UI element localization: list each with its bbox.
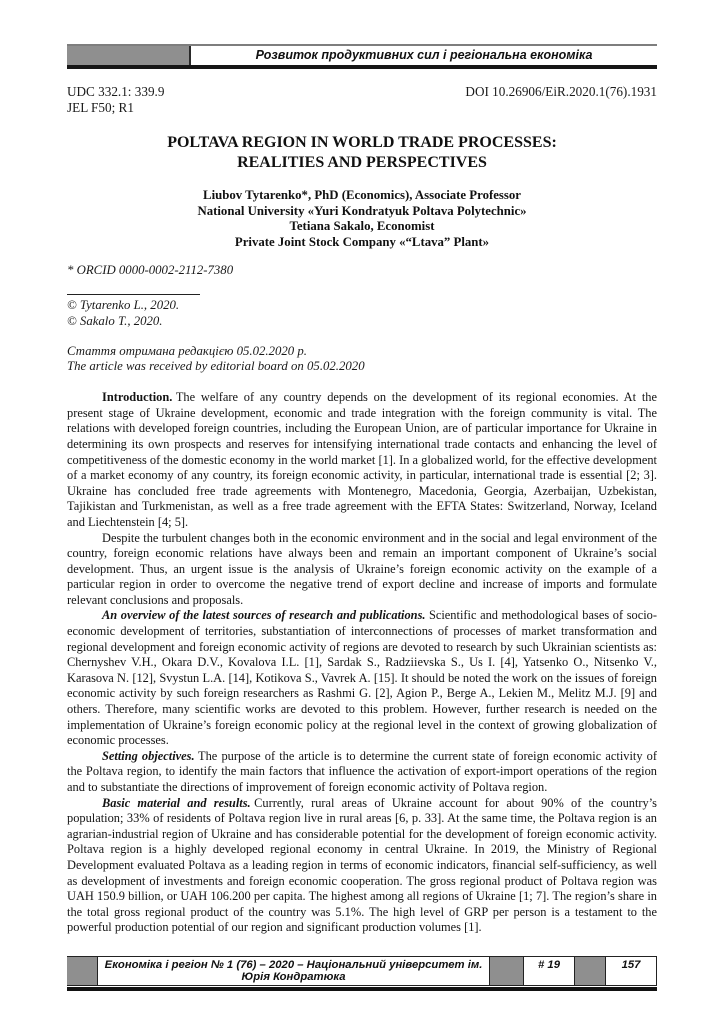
- paragraph-text: The welfare of any country depends on the development of its regional economies. At the present stage of Ukraine development, economic and trade integration with the foreign community is vital. The relations with developed foreign countries, including the European Union, are of particular importance for Ukraine in determining its own prospects and reserves for intensifying international trade contacts and enhancing the level of competitiveness of the domestic economy in the world market [1]. In a globalized world, for the effective development of a market economy of any country, its foreign economic activity, in particular, international trade is essential [2; 3]. Ukraine has concluded free trade agreements with Montenegro, Macedonia, Georgia, Azerbaijan, Uzbekistan, Tajikistan and Turkmenistan, as well as a free trade agreement with the EFTA States: Switzerland, Norway, Iceland and Liechtenstein [4; 5].: [67, 390, 657, 529]
- received-date-en: The article was received by editorial board on 05.02.2020: [67, 359, 365, 374]
- header-rubric-bar: [67, 44, 657, 69]
- paragraph-lead: Basic material and results.: [102, 795, 251, 810]
- article-title-line2: REALITIES AND PERSPECTIVES: [237, 154, 487, 171]
- footer-accent-block-mid2: [575, 957, 605, 985]
- header-accent-block: [67, 46, 189, 65]
- paragraph-lead: Introduction.: [102, 390, 173, 405]
- footer-rule: [67, 987, 657, 991]
- footnote-divider: [67, 294, 200, 295]
- paragraph-introduction: [67, 390, 657, 530]
- received-block: [67, 344, 657, 376]
- meta-row: [67, 84, 657, 116]
- paragraph-overview: [67, 608, 657, 748]
- paragraph-lead: Setting objectives.: [102, 748, 195, 763]
- author-2-affiliation: Private Joint Stock Company «“Ltava” Plant»: [234, 234, 490, 249]
- article-number: # 19: [523, 957, 575, 985]
- byline: [67, 188, 657, 250]
- article-title-line1: POLTAVA REGION IN WORLD TRADE PROCESSES:: [167, 134, 557, 151]
- copyright-line-1: © Tytarenko L., 2020.: [67, 298, 180, 313]
- paragraph-basic-material: [67, 796, 657, 936]
- footer-accent-block-mid1: [490, 957, 523, 985]
- journal-imprint: Економіка і регіон № 1 (76) – 2020 – Національний університет ім. Юрія Кондратюка: [97, 957, 490, 985]
- footer-accent-block-left: [67, 957, 97, 985]
- article-body: [67, 390, 657, 936]
- orcid-note: * ORCID 0000-0002-2112-7380: [67, 263, 234, 278]
- doi-code: DOI 10.26906/EiR.2020.1(76).1931: [465, 84, 657, 99]
- paragraph-text: The purpose of the article is to determine the current state of foreign economic activity of the Poltava region, to identify the main factors that influence the activation of export-import operations of the region and to substantiate the directions of improvement of foreign economic activity of Poltava region.: [67, 748, 657, 794]
- copyright-line-2: © Sakalo T., 2020.: [67, 313, 163, 328]
- footer-bar: [67, 956, 657, 986]
- page-footer: [67, 956, 657, 991]
- page-content: [0, 44, 724, 936]
- paragraph-setting-objectives: [67, 749, 657, 796]
- author-1-affiliation: National University «Yuri Kondratyuk Poltava Polytechnic»: [197, 203, 527, 218]
- paragraph-text: Scientific and methodological bases of socio-economic development of territories, substantiation of interconnections of processes of market transformation and regional development and foreign economic activity of regions are devoted to research by such Ukrainian scientists as: Chernyshev V.H., Okara D.V., Kovalova I.L. [1], Sardak S., Radziievska S., Us I. [4], Yatsenko O., Nitsenko V., Karasova N. [12], Svystun L.A. [14], Kotikova S., Vavrek A. [15]. It should be noted the work on the issues of foreign economic activity by such foreign researchers as Rashmi G. [2], Agion P., Berge A., Lekien M., Melitz M.J. [9] and others. Therefore, many scientific works are devoted to this problem. However, further research is needed on the implementation of Ukraine’s foreign economic policy at the regional level in the context of growing globalization of economic processes.: [67, 608, 657, 748]
- paragraph-text: Despite the turbulent changes both in the economic environment and in the social and legal environment of the country, foreign economic relations have always been and remain an important component of Ukraine’s social development. Thus, an urgent issue is the analysis of Ukraine’s foreign economic activity on the example of a particular region in order to overcome the negative trend of export decline and increase of imports and formulate relevant conclusions and proposals.: [67, 530, 657, 607]
- paragraph-lead: An overview of the latest sources of research and publications.: [102, 608, 426, 623]
- page-number: 157: [605, 957, 657, 985]
- paragraph-text: Currently, rural areas of Ukraine account for about 90% of the country’s population; 33% of residents of Poltava region live in rural areas [6, p. 33]. At the same time, the Poltava region is an agrarian-industrial region of Ukraine and has considerable potential for the development of foreign economic activity. Poltava region is a highly developed regional economy in central Ukraine. In 2019, the Ministry of Regional Development evaluated Poltava as a leading region in terms of economic indicators, financial self-sufficiency, as well as development of investments and foreign economic cooperation. The gross regional product of Poltava region was UAH 150.9 billion, or UAH 106.200 per capita. The highest among all regions of Ukraine [1; 7]. The region’s share in the total gross regional product of the country was 5.1%. The high level of GRP per person is a testament to the powerful production potential of our region and significant production volumes [1].: [67, 795, 657, 935]
- article-title: [67, 133, 657, 173]
- author-1: Liubov Tytarenko*, PhD (Economics), Associate Professor: [203, 188, 521, 202]
- classification-codes: [67, 84, 164, 116]
- author-2: Tetiana Sakalo, Economist: [289, 219, 435, 234]
- udc-code: UDC 332.1: 339.9: [67, 84, 165, 99]
- section-title: Розвиток продуктивних сил і регіональна економіка: [189, 46, 657, 65]
- paragraph-despite: [67, 531, 657, 609]
- jel-code: JEL F50; R1: [67, 100, 134, 115]
- received-date-uk: Стаття отримана редакцією 05.02.2020 р.: [67, 343, 308, 358]
